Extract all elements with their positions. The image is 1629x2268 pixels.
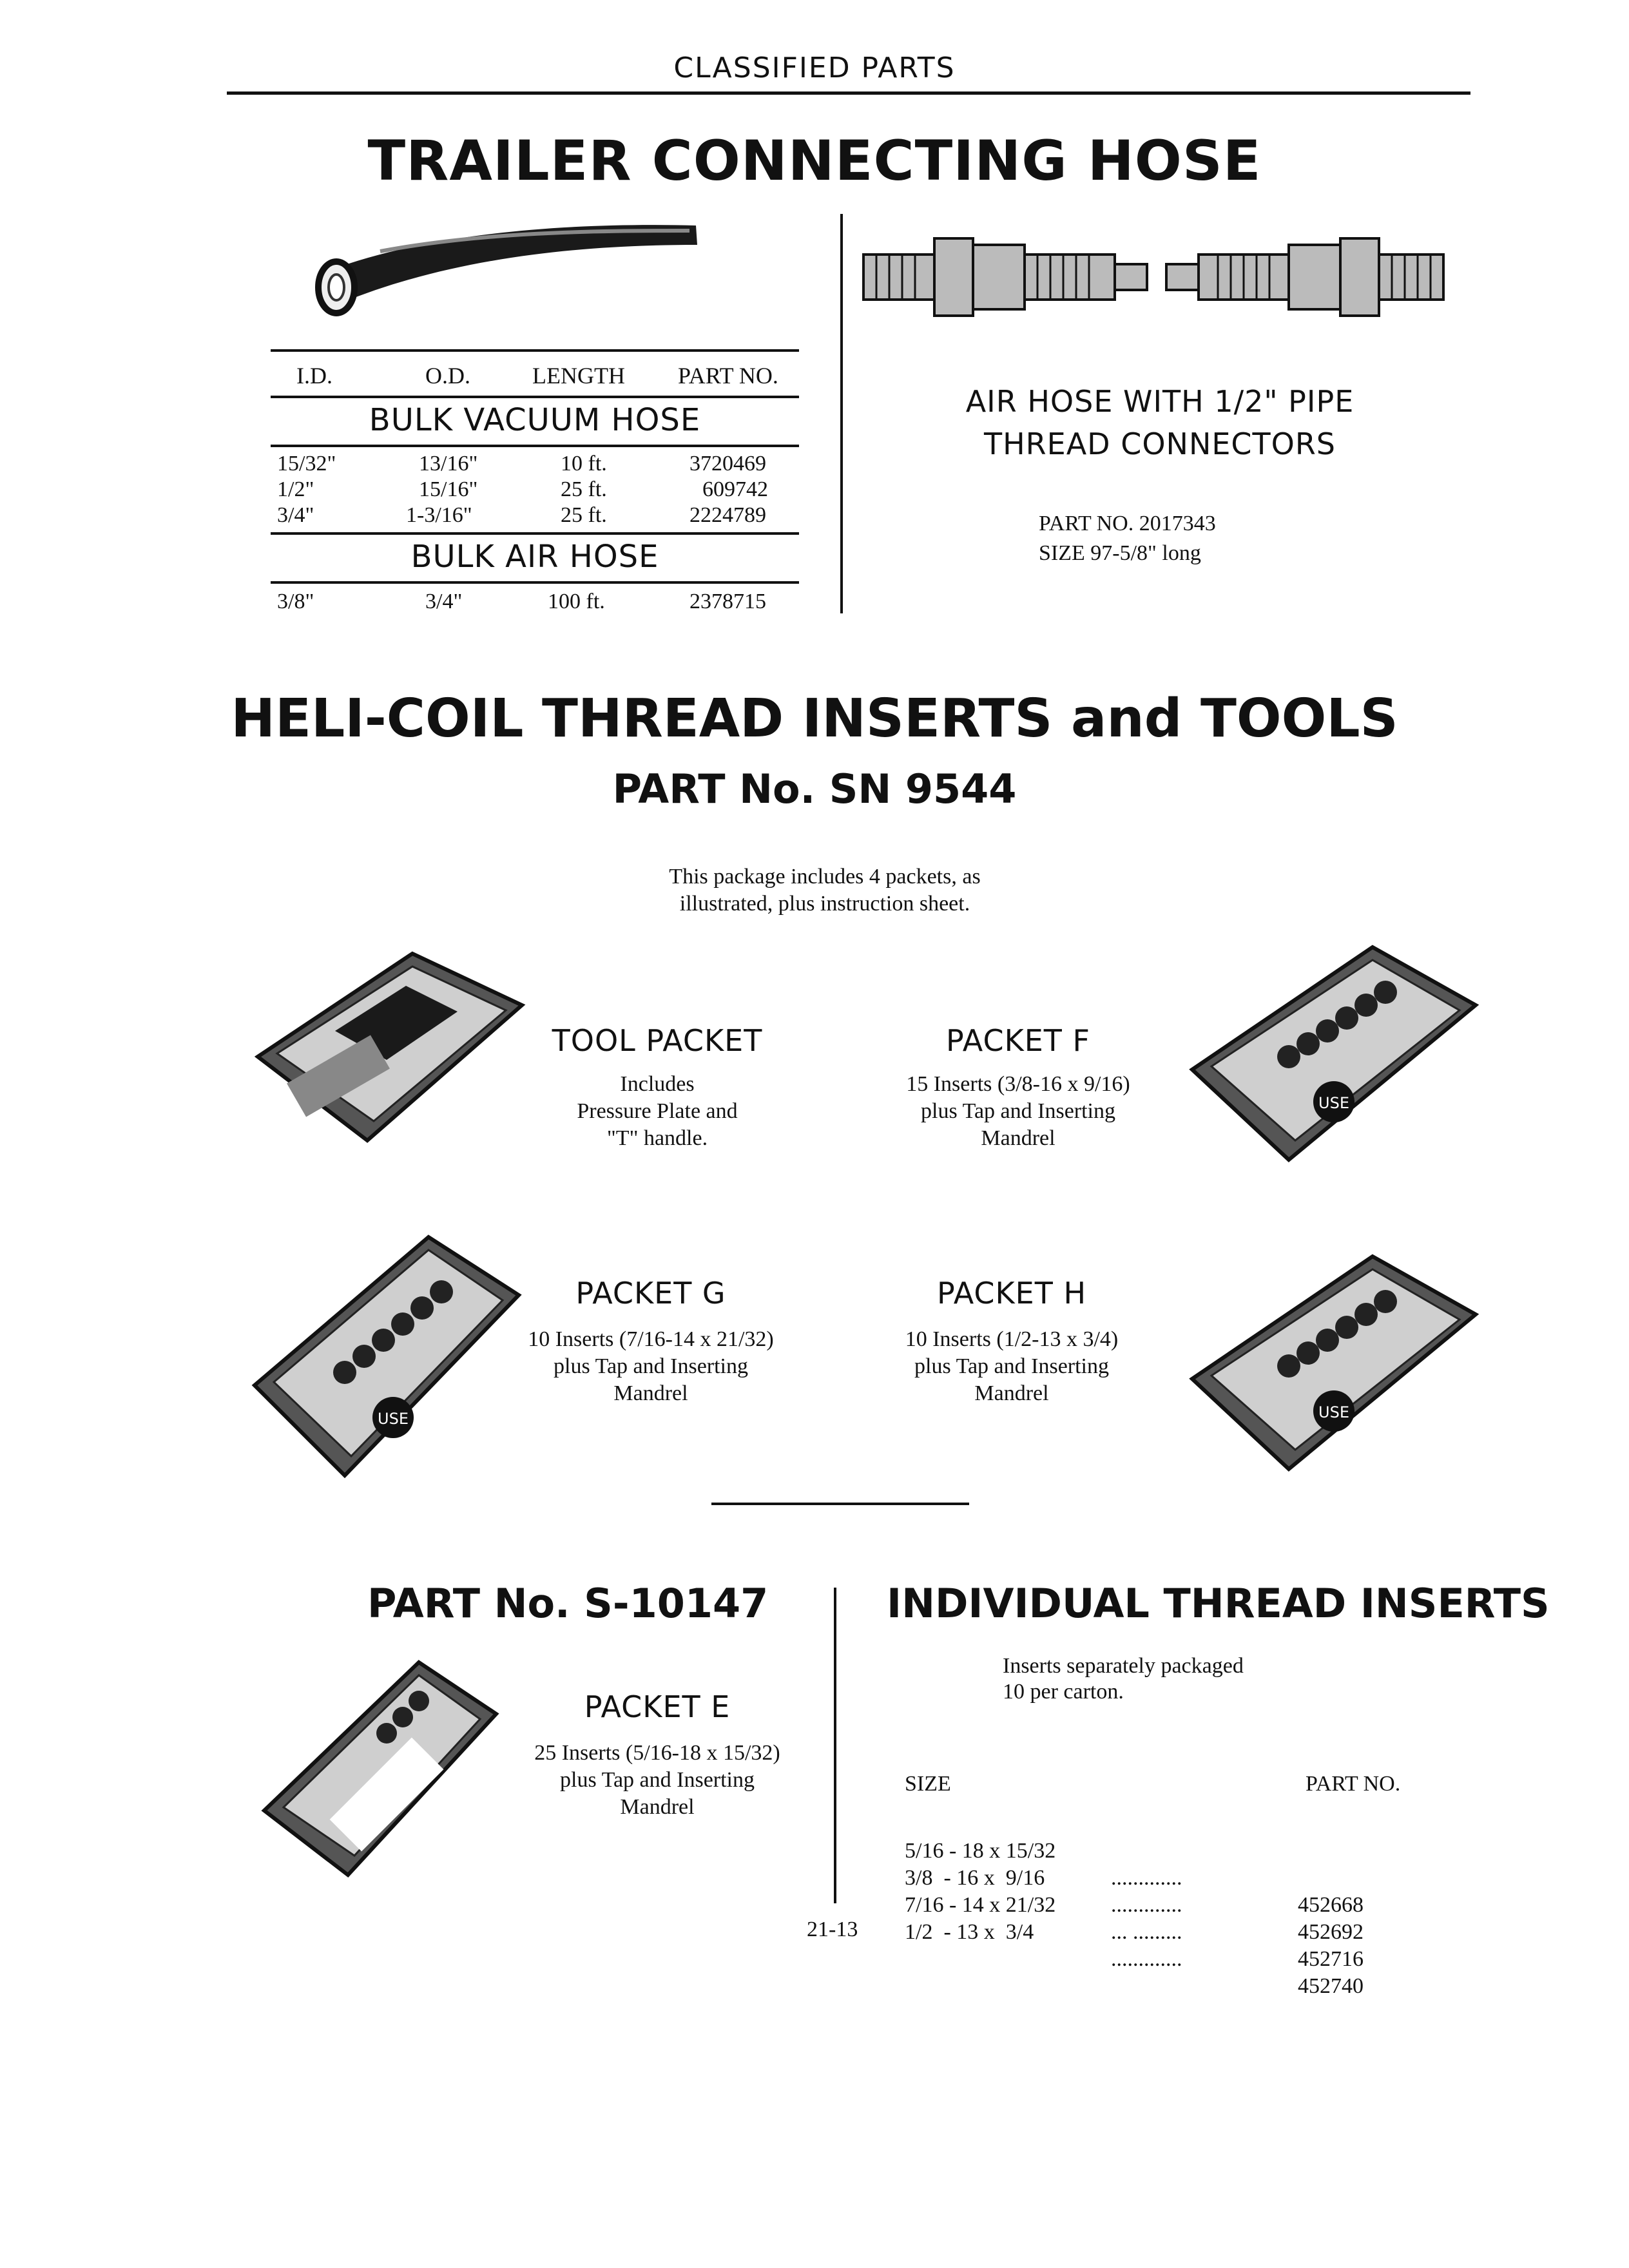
trailer-hose-title: TRAILER CONNECTING HOSE xyxy=(367,129,1262,193)
packet-f-image xyxy=(1179,928,1482,1173)
col-header-length: LENGTH xyxy=(532,363,625,389)
cell-length: 10 ft. xyxy=(561,452,607,476)
description-line: This package includes 4 packets, as xyxy=(669,865,981,889)
insert-size: 7/16 - 14 x 21/32 xyxy=(905,1893,1056,1917)
desc-line: Mandrel xyxy=(974,1381,1049,1405)
page-number: 21-13 xyxy=(807,1917,858,1941)
cell-od: 3/4" xyxy=(425,590,463,613)
packet-f-desc xyxy=(857,1071,1179,1152)
cell-part: 3720469 xyxy=(689,452,766,476)
note-line: 10 per carton. xyxy=(1003,1680,1124,1704)
hose-image xyxy=(303,206,715,322)
insert-part-no: 452668 xyxy=(1298,1893,1364,1917)
col-header-od: O.D. xyxy=(425,363,470,389)
cell-od: 13/16" xyxy=(419,452,478,476)
individual-note xyxy=(1003,1653,1244,1705)
desc-line: Mandrel xyxy=(981,1126,1055,1150)
cell-length: 25 ft. xyxy=(561,503,607,527)
col-header-part-no: PART NO. xyxy=(1306,1772,1401,1796)
cell-id: 3/8" xyxy=(277,590,314,613)
cell-part: 609742 xyxy=(702,477,768,501)
packet-g-desc xyxy=(496,1326,805,1407)
packet-f-title: PACKET F xyxy=(946,1023,1090,1058)
individual-inserts-title: INDIVIDUAL THREAD INSERTS xyxy=(887,1580,1550,1627)
packet-g-title: PACKET G xyxy=(575,1276,726,1311)
cell-id: 3/4" xyxy=(277,503,314,527)
desc-line: 25 Inserts (5/16-18 x 15/32) xyxy=(534,1741,780,1765)
table-rule xyxy=(271,396,799,398)
leader-dots: ... ......... xyxy=(1111,1920,1182,1944)
table-row xyxy=(277,589,805,617)
desc-line: plus Tap and Inserting xyxy=(914,1354,1109,1378)
cell-id: 1/2" xyxy=(277,477,314,501)
desc-line: 15 Inserts (3/8-16 x 9/16) xyxy=(906,1072,1130,1096)
note-line: Inserts separately packaged xyxy=(1003,1654,1244,1678)
col-header-id: I.D. xyxy=(296,363,333,389)
air-hose-title-line2: THREAD CONNECTORS xyxy=(983,427,1336,461)
section-separator xyxy=(711,1503,969,1505)
insert-size: 5/16 - 18 x 15/32 xyxy=(905,1839,1056,1863)
insert-size: 3/8 - 16 x 9/16 xyxy=(905,1866,1045,1890)
group-title-air: BULK AIR HOSE xyxy=(410,539,659,575)
col-header-part: PART NO. xyxy=(678,363,778,389)
desc-line: Mandrel xyxy=(620,1795,695,1819)
col-header-size: SIZE xyxy=(905,1772,951,1796)
leader-dots: ............. xyxy=(1111,1893,1182,1917)
packet-h-title: PACKET H xyxy=(936,1276,1087,1311)
packet-g-image xyxy=(248,1224,525,1482)
leader-dots: ............. xyxy=(1111,1866,1182,1890)
packet-e-desc xyxy=(503,1740,812,1821)
section-divider xyxy=(834,1588,836,1903)
insert-part-no: 452740 xyxy=(1298,1974,1364,1998)
table-top-rule xyxy=(271,349,799,352)
desc-line: "T" handle. xyxy=(606,1126,708,1150)
use-label: USE xyxy=(378,1410,409,1428)
air-hose-title-line1: AIR HOSE WITH 1/2" PIPE xyxy=(965,384,1354,419)
insert-part-no: 452716 xyxy=(1298,1947,1364,1971)
section-header: CLASSIFIED PARTS xyxy=(673,52,956,84)
helicoil-title: HELI-COIL THREAD INSERTS and TOOLS xyxy=(231,688,1398,749)
desc-line: plus Tap and Inserting xyxy=(560,1768,755,1792)
s10147-title: PART No. S-10147 xyxy=(367,1580,769,1627)
tool-packet-desc xyxy=(528,1071,786,1152)
leader-dots: ............. xyxy=(1111,1947,1182,1971)
description-line: illustrated, plus instruction sheet. xyxy=(679,892,970,916)
desc-line: Pressure Plate and xyxy=(577,1099,738,1123)
cell-id: 15/32" xyxy=(277,452,336,476)
desc-line: plus Tap and Inserting xyxy=(554,1354,748,1378)
table-row xyxy=(277,451,805,528)
tool-packet-image xyxy=(251,928,528,1160)
air-hose-part-no: PART NO. 2017343 xyxy=(1039,512,1216,535)
desc-line: Mandrel xyxy=(613,1381,688,1405)
header-rule xyxy=(227,91,1470,95)
air-hose-size: SIZE 97-5/8" long xyxy=(1039,541,1201,565)
use-label: USE xyxy=(1318,1403,1349,1421)
air-hose-connectors-image xyxy=(857,219,1450,335)
helicoil-part-no: PART No. SN 9544 xyxy=(612,765,1017,812)
packet-h-image xyxy=(1179,1237,1482,1482)
use-label: USE xyxy=(1318,1094,1349,1112)
cell-part: 2378715 xyxy=(689,590,766,613)
packet-e-image xyxy=(258,1649,503,1881)
insert-size: 1/2 - 13 x 3/4 xyxy=(905,1920,1034,1944)
insert-part-no: 452692 xyxy=(1298,1920,1364,1944)
group-title-vacuum: BULK VACUUM HOSE xyxy=(369,402,701,438)
helicoil-description xyxy=(580,863,1070,918)
desc-line: 10 Inserts (7/16-14 x 21/32) xyxy=(528,1327,774,1351)
tool-packet-title: TOOL PACKET xyxy=(552,1023,763,1058)
cell-length: 100 ft. xyxy=(548,590,605,613)
packet-e-title: PACKET E xyxy=(584,1689,731,1724)
section-divider xyxy=(840,214,843,613)
table-rule xyxy=(271,532,799,535)
cell-od: 15/16" xyxy=(419,477,478,501)
packet-h-desc xyxy=(857,1326,1166,1407)
table-rule xyxy=(271,581,799,584)
cell-part: 2224789 xyxy=(689,503,766,527)
desc-line: 10 Inserts (1/2-13 x 3/4) xyxy=(905,1327,1119,1351)
cell-length: 25 ft. xyxy=(561,477,607,501)
desc-line: Includes xyxy=(620,1072,695,1096)
inserts-list xyxy=(905,1811,1433,1998)
cell-od: 1-3/16" xyxy=(406,503,472,527)
desc-line: plus Tap and Inserting xyxy=(921,1099,1115,1123)
table-rule xyxy=(271,445,799,447)
